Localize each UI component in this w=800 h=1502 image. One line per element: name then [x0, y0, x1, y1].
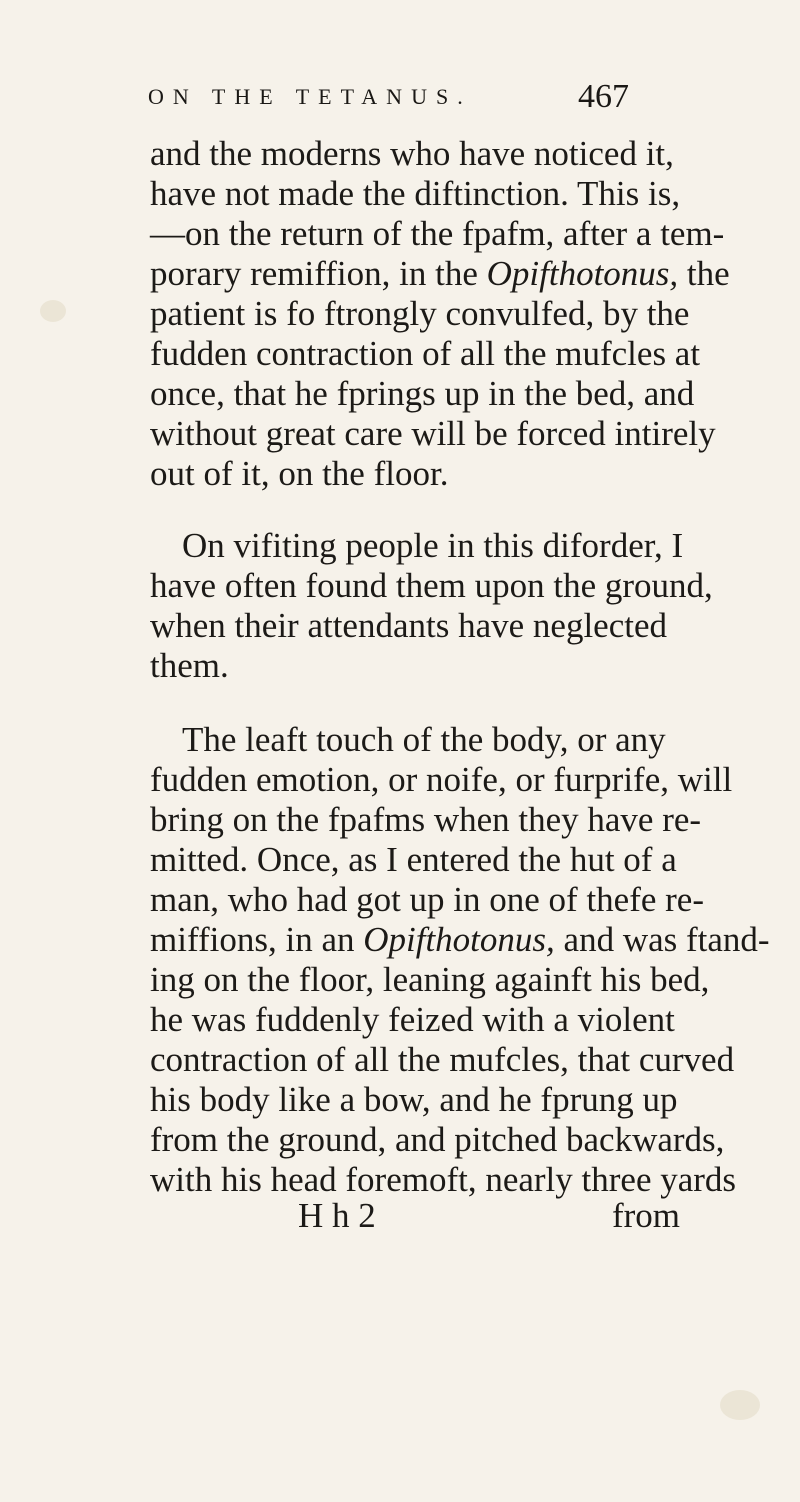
text-line: and the moderns who have noticed it,	[150, 134, 674, 173]
italic-term: Opifthotonus,	[486, 254, 679, 293]
text-line: fudden emotion, or noife, or furprife, will	[150, 760, 733, 799]
text-line: The leaft touch of the body, or any	[182, 720, 666, 759]
catchword: from	[612, 1196, 681, 1235]
text-line: fudden contraction of all the mufcles at	[150, 334, 701, 373]
page-number: 467	[578, 78, 629, 115]
text-line: out of it, on the floor.	[150, 454, 449, 493]
text-line: with his head foremoft, nearly three yards	[150, 1160, 737, 1199]
text-line: patient is fo ftrongly convulfed, by the	[150, 294, 690, 333]
text-line: contraction of all the mufcles, that curved	[150, 1040, 735, 1079]
text-line: when their attendants have neglected	[150, 606, 668, 645]
text-line: he was fuddenly feized with a violent	[150, 1000, 675, 1039]
text-line	[150, 254, 730, 294]
text-line: from the ground, and pitched backwards,	[150, 1120, 725, 1159]
running-title: ON THE TETANUS.	[148, 84, 472, 109]
text-line: once, that he fprings up in the bed, and	[150, 374, 695, 413]
text-line: them.	[150, 646, 229, 685]
text-segment: and was ftand-	[554, 920, 770, 959]
signature-mark: H h 2	[298, 1196, 376, 1235]
text-line: without great care will be forced intirely	[150, 414, 716, 453]
text-line: ing on the floor, leaning againft his bed,	[150, 960, 710, 999]
text-line: On vifiting people in this diforder, I	[182, 526, 684, 565]
text-segment: miffions, in an	[150, 920, 364, 959]
text-line: bring on the fpafms when they have re-	[150, 800, 702, 839]
text-line: —on the return of the fpafm, after a tem-	[150, 214, 725, 253]
italic-term: Opifthotonus,	[363, 920, 555, 959]
text-line: mitted. Once, as I entered the hut of a	[150, 840, 677, 879]
text-line: his body like a bow, and he fprung up	[150, 1080, 678, 1119]
text-line: have often found them upon the ground,	[150, 566, 713, 605]
text-line	[150, 920, 770, 960]
text-segment: the	[678, 254, 730, 293]
text-segment: porary remiffion, in the	[150, 254, 487, 293]
text-line: man, who had got up in one of thefe re-	[150, 880, 705, 919]
text-line: have not made the diftinction. This is,	[150, 174, 681, 213]
